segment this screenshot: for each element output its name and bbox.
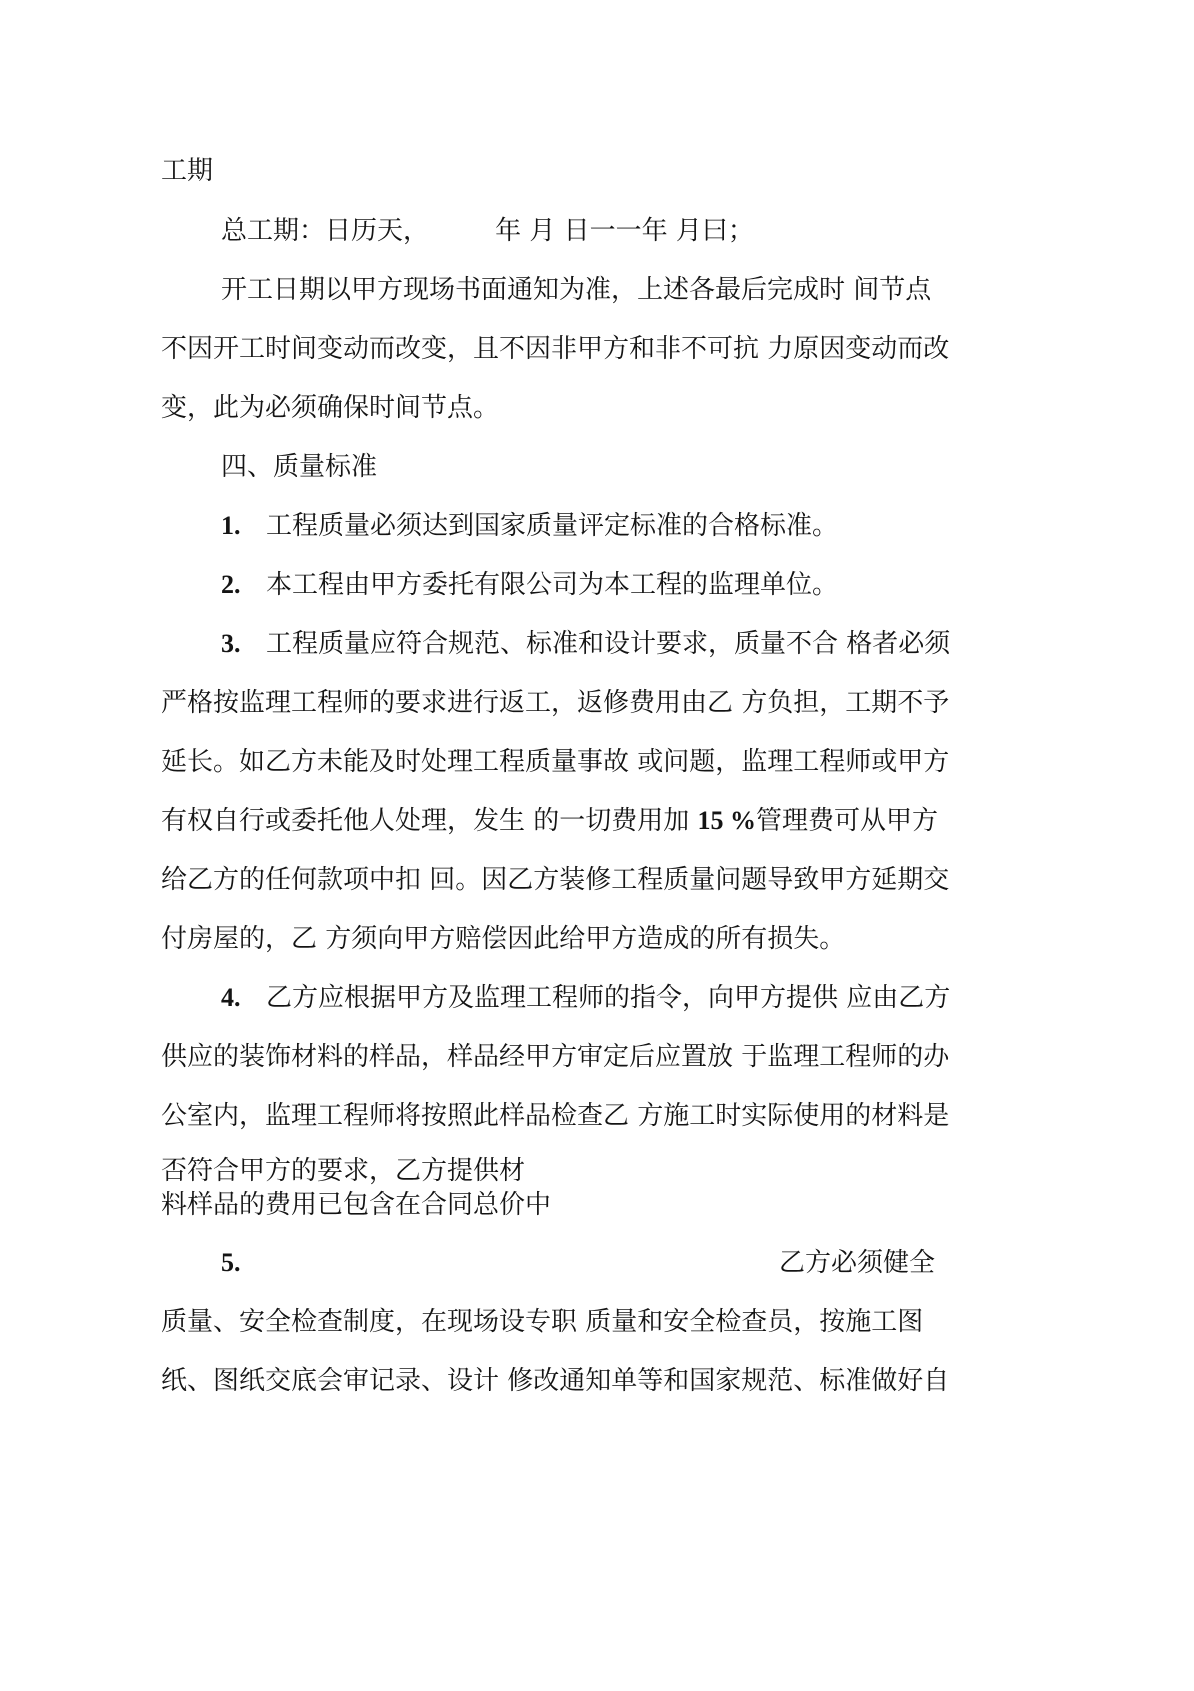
item-number-4: 4. xyxy=(221,983,241,1012)
item-3-line-2: 严格按监理工程师的要求进行返工，返修费用由乙 方负担，工期不予 xyxy=(161,688,950,718)
item-4-line-3: 公室内，监理工程师将按照此样品检查乙 方施工时实际使用的材料是 xyxy=(161,1101,950,1131)
item-number-2: 2. xyxy=(221,570,241,599)
start-date-line-2: 不因开工时间变动而改变，且不因非甲方和非不可抗 力原因变动而改 xyxy=(161,334,950,364)
heading-quality-standard: 四、质量标准 xyxy=(221,452,378,482)
duration-line: 总工期：日历天， 年 月 日一一年 月曰； xyxy=(221,216,754,246)
item-3-line-1: 工程质量应符合规范、标准和设计要求，质量不合 格者必须 xyxy=(266,629,951,659)
item-number-5: 5. xyxy=(221,1248,241,1277)
item-5-line-2: 质量、安全检查制度，在现场设专职 质量和安全检查员，按施工图 xyxy=(161,1307,924,1337)
management-fee-percent: 15 % xyxy=(697,806,757,835)
item-5-line-1: 乙方必须健全 xyxy=(779,1248,936,1278)
start-date-line-1: 开工日期以甲方现场书面通知为准，上述各最后完成时 间节点 xyxy=(221,275,932,305)
item-4-line-5: 料样品的费用已包含在合同总价中 xyxy=(161,1190,552,1220)
item-4-line-2: 供应的装饰材料的样品，样品经甲方审定后应置放 于监理工程师的办 xyxy=(161,1042,950,1072)
section-title: 工期 xyxy=(161,156,214,186)
item-3-line-4-post: 管理费可从甲方 xyxy=(756,806,939,836)
item-4-line-4: 否符合甲方的要求，乙方提供材 xyxy=(161,1156,526,1186)
item-3-line-4 xyxy=(161,808,938,834)
start-date-line-3: 变，此为必须确保时间节点。 xyxy=(161,393,500,423)
item-3-line-6: 付房屋的，乙 方须向甲方赔偿因此给甲方造成的所有损失。 xyxy=(161,924,846,954)
item-number-1: 1. xyxy=(221,511,241,540)
item-3-line-5: 给乙方的任何款项中扣 回。因乙方装修工程质量问题导致甲方延期交 xyxy=(161,865,950,895)
item-1-text: 工程质量必须达到国家质量评定标准的合格标准。 xyxy=(266,511,839,541)
item-4-line-1: 乙方应根据甲方及监理工程师的指令，向甲方提供 应由乙方 xyxy=(266,983,951,1013)
item-3-line-4-pre: 有权自行或委托他人处理，发生 的一切费用加 xyxy=(161,806,698,836)
item-2-text: 本工程由甲方委托有限公司为本工程的监理单位。 xyxy=(266,570,839,600)
item-5-line-3: 纸、图纸交底会审记录、设计 修改通知单等和国家规范、标准做好自 xyxy=(161,1366,950,1396)
item-number-3: 3. xyxy=(221,629,241,658)
item-3-line-3: 延长。如乙方未能及时处理工程质量事故 或问题，监理工程师或甲方 xyxy=(161,747,950,777)
